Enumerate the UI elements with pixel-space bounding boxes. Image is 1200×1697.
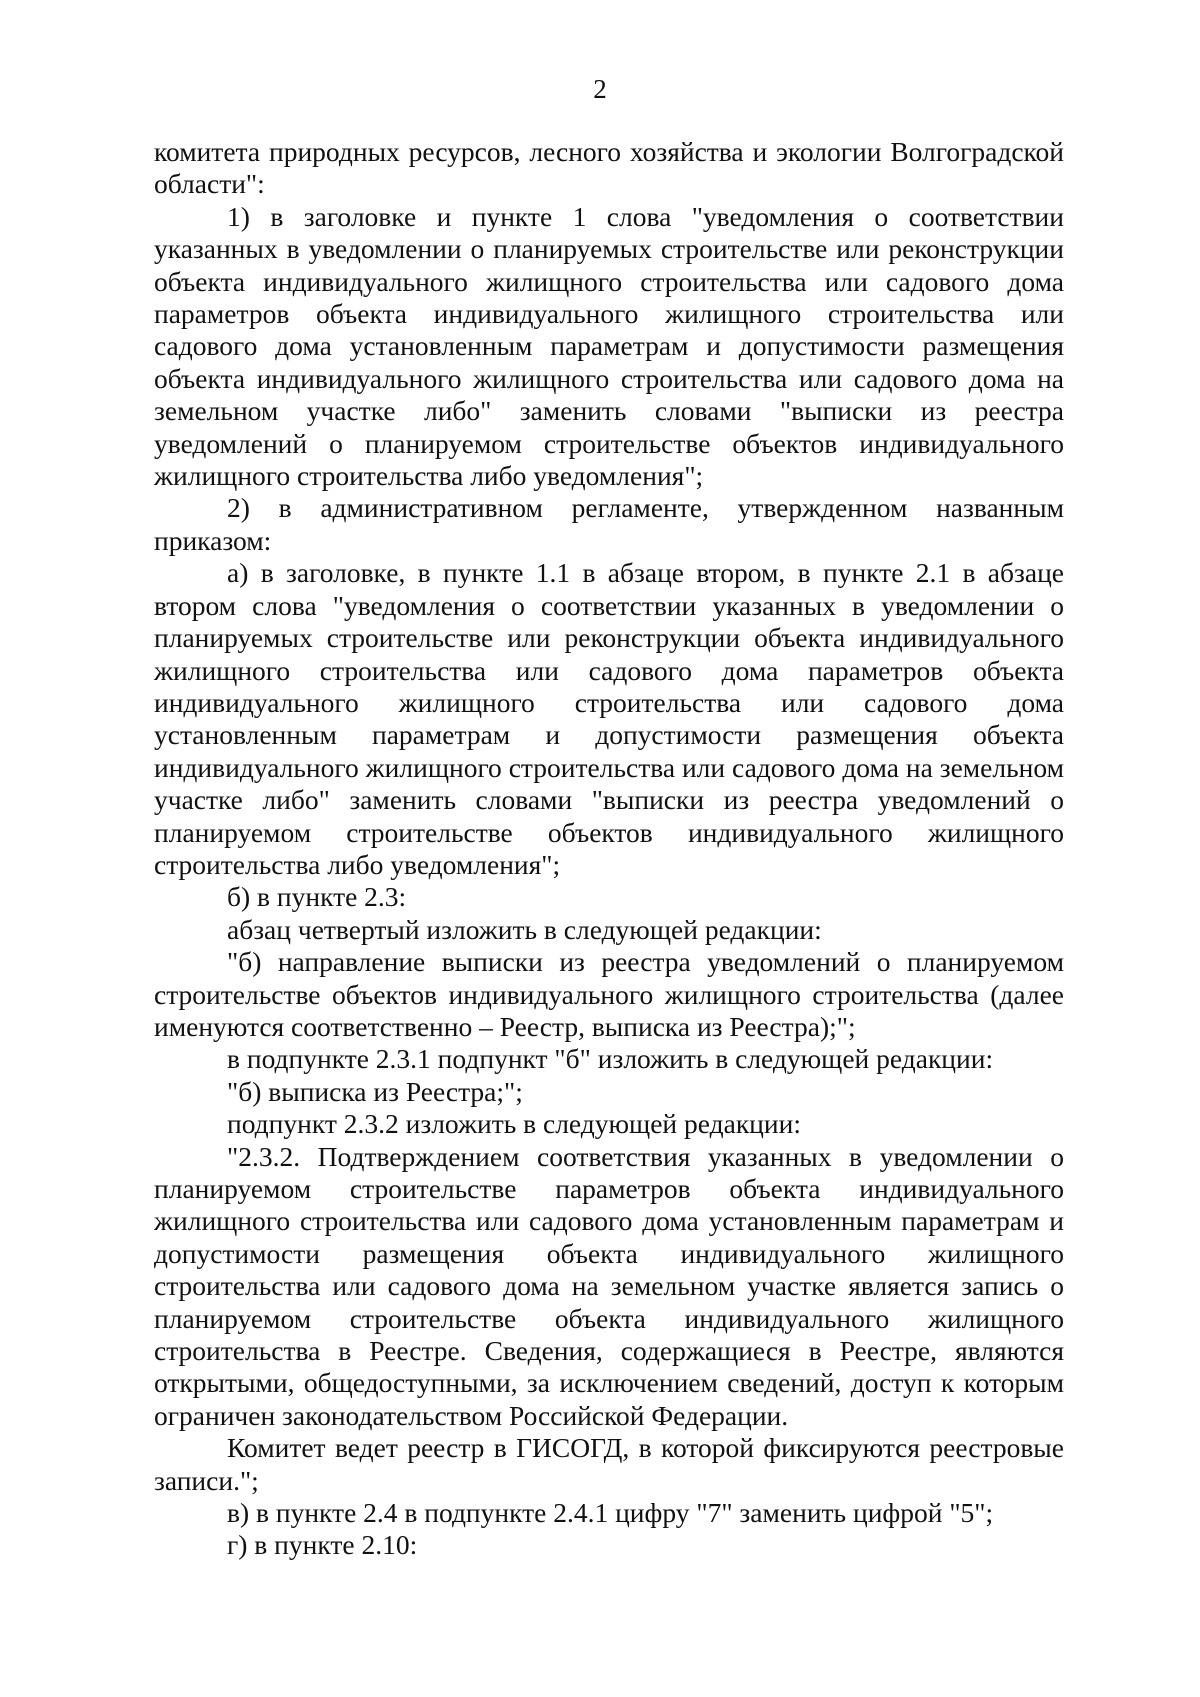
paragraph-subitem-g: г) в пункте 2.10:	[227, 1529, 418, 1561]
paragraph-quote-b-extract: "б) выписка из Реестра;";	[227, 1075, 523, 1107]
paragraph-quote-2-3-2: "2.3.2. Подтверждением соответствия указанных в уведомлении о планируемом строительстве параметров объекта индивидуального жилищного строительства или садового дома установленным параметрам и допустимости размещения объекта индивидуального жилищного строительства или садового дома на земельном участке является запись о планируемом строительстве объекта индивидуального жилищного строительства в Реестре. Сведения, содержащиеся в Реестре, являются открытыми, общедоступными, за исключением сведений, доступ к которым ограничен законодательством Российской Федерации.	[154, 1140, 1064, 1431]
paragraph-committee-registry: Комитет ведет реестр в ГИСОГД, в которой фиксируются реестровые записи.";	[154, 1432, 1064, 1496]
paragraph-quote-b: "б) направление выписки из реестра уведомлений о планируемом строительстве объектов индивидуального жилищного строительства (далее именуются соответственно – Реестр, выписка из Реестра);";	[154, 946, 1064, 1042]
paragraph-subitem-v: в) в пункте 2.4 в подпункте 2.4.1 цифру "7" заменить цифрой "5";	[227, 1497, 994, 1529]
paragraph-item-2: 2) в административном регламенте, утвержденном названным приказом:	[154, 492, 1064, 556]
document-body	[154, 136, 1064, 1562]
paragraph-intro: комитета природных ресурсов, лесного хозяйства и экологии Волгоградской области":	[154, 136, 1064, 200]
page-number: 2	[593, 74, 607, 104]
paragraph-abzac-4: абзац четвертый изложить в следующей редакции:	[227, 913, 822, 945]
paragraph-subitem-a: а) в заголовке, в пункте 1.1 в абзаце втором, в пункте 2.1 в абзаце втором слова "уведомления о соответствии указанных в уведомлении о планируемых строительстве или реконструкции объекта индивидуального жилищного строительства или садового дома параметров объекта индивидуального жилищного строительства или садового дома установленным параметрам и допустимости размещения объекта индивидуального жилищного строительства или садового дома на земельном участке либо" заменить словами "выписки из реестра уведомлений о планируемом строительстве объектов индивидуального жилищного строительства либо уведомления";	[154, 557, 1064, 880]
paragraph-subpoint-2-3-1: в подпункте 2.3.1 подпункт "б" изложить в следующей редакции:	[227, 1043, 994, 1075]
paragraph-item-1: 1) в заголовке и пункте 1 слова "уведомления о соответствии указанных в уведомлении о планируемых строительстве или реконструкции объекта индивидуального жилищного строительства или садового дома параметров объекта индивидуального жилищного строительства или садового дома установленным параметрам и допустимости размещения объекта индивидуального жилищного строительства или садового дома на земельном участке либо" заменить словами "выписки из реестра уведомлений о планируемом строительстве объектов индивидуального жилищного строительства либо уведомления";	[154, 200, 1064, 492]
paragraph-subitem-b: б) в пункте 2.3:	[227, 881, 407, 913]
paragraph-subpoint-2-3-2: подпункт 2.3.2 изложить в следующей редакции:	[227, 1108, 801, 1140]
